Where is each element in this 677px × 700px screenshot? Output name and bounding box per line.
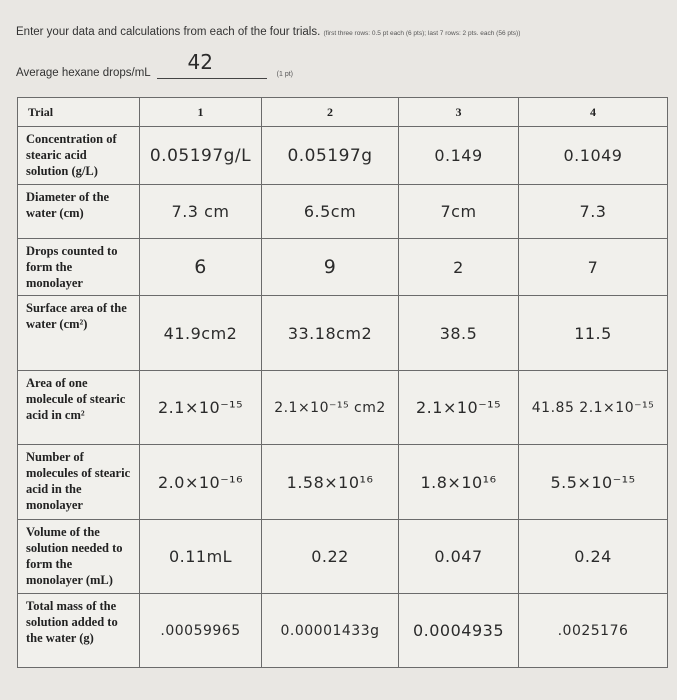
cell-value[interactable]: 2.1×10⁻¹⁵ [399,371,519,445]
points-note: (first three rows: 0.5 pt each (6 pts); last 7 rows: 2 pts. each (56 pts)) [323,30,521,37]
cell-value[interactable]: 33.18cm2 [262,296,399,371]
cell-value[interactable]: 7.3 cm [140,185,262,239]
cell-value[interactable]: 0.047 [399,520,519,594]
cell-value[interactable]: 7 [519,239,668,296]
cell-value[interactable]: 11.5 [519,296,668,371]
table-row [18,445,668,520]
cell-value[interactable]: 6.5cm [262,185,399,239]
cell-value[interactable]: 41.9cm2 [140,296,262,371]
table-row [18,296,668,371]
average-points: (1 pt) [276,71,294,78]
table-row [18,371,668,445]
cell-value[interactable]: 0.05197g [262,127,399,185]
cell-value[interactable]: .00059965 [140,594,262,668]
table-row [18,185,668,239]
average-hexane-row [16,50,294,79]
cell-value[interactable]: 0.24 [519,520,668,594]
cell-value[interactable]: 0.149 [399,127,519,185]
cell-value[interactable]: 6 [140,239,262,296]
cell-value[interactable]: 41.85 2.1×10⁻¹⁵ [519,371,668,445]
row-label-diameter: Diameter of the water (cm) [18,185,140,239]
instruction-header [16,26,666,38]
header-trial-3: 3 [399,98,519,127]
header-trial-4: 4 [519,98,668,127]
row-label-volume: Volume of the solution needed to form the monolayer (mL) [18,520,140,594]
cell-value[interactable]: 7cm [399,185,519,239]
cell-value[interactable]: 2.1×10⁻¹⁵ cm2 [262,371,399,445]
cell-value[interactable]: 0.11mL [140,520,262,594]
average-value: 42 [187,50,213,74]
header-trial-2: 2 [262,98,399,127]
cell-value[interactable]: 0.1049 [519,127,668,185]
header-trial-1: 1 [140,98,262,127]
average-label: Average hexane drops/mL [16,67,151,79]
cell-value[interactable]: .0025176 [519,594,668,668]
cell-value[interactable]: 1.8×10¹⁶ [399,445,519,520]
row-label-area-molecule: Area of one molecule of stearic acid in cm² [18,371,140,445]
header-trial: Trial [18,98,140,127]
table-row [18,594,668,668]
row-label-concentration: Concentration of stearic acid solution (g/L) [18,127,140,185]
cell-value[interactable]: 38.5 [399,296,519,371]
row-label-total-mass: Total mass of the solution added to the water (g) [18,594,140,668]
table-row [18,520,668,594]
cell-value[interactable]: 0.05197g/L [140,127,262,185]
cell-value[interactable]: 0.00001433g [262,594,399,668]
table-row [18,239,668,296]
instruction-text: Enter your data and calculations from each of the four trials. [16,26,321,38]
table-header-row [18,98,668,127]
cell-value[interactable]: 0.22 [262,520,399,594]
cell-value[interactable]: 9 [262,239,399,296]
row-label-surface-area: Surface area of the water (cm²) [18,296,140,371]
average-answer-line[interactable] [157,50,267,79]
cell-value[interactable]: 0.0004935 [399,594,519,668]
cell-value[interactable]: 1.58×10¹⁶ [262,445,399,520]
cell-value[interactable]: 7.3 [519,185,668,239]
cell-value[interactable]: 2.1×10⁻¹⁵ [140,371,262,445]
table-row [18,127,668,185]
cell-value[interactable]: 2.0×10⁻¹⁶ [140,445,262,520]
row-label-drops: Drops counted to form the monolayer [18,239,140,296]
trials-table [17,97,668,668]
cell-value[interactable]: 5.5×10⁻¹⁵ [519,445,668,520]
row-label-number-molecules: Number of molecules of stearic acid in the monolayer [18,445,140,520]
cell-value[interactable]: 2 [399,239,519,296]
